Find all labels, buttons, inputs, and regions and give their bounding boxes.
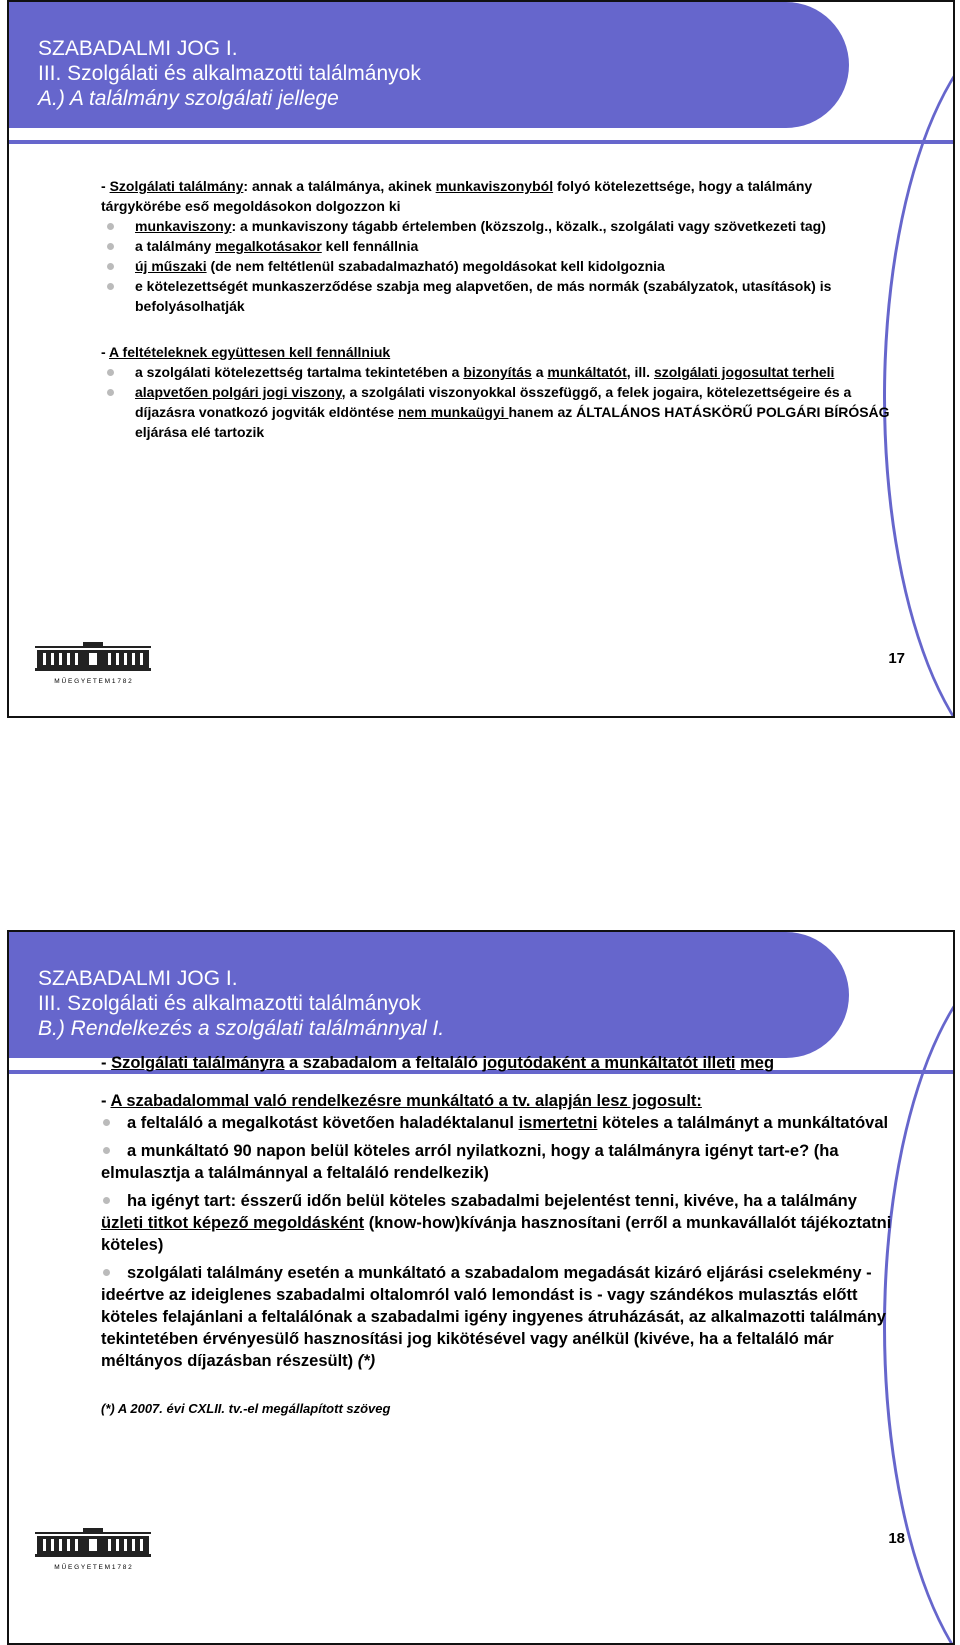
list-item: a találmány megalkotásakor kell fennállnia [101,236,893,256]
title-line-2: III. Szolgálati és alkalmazotti találmányok [38,992,421,1015]
intro-paragraph: - Szolgálati találmányra a szabadalom a feltaláló jogutódaként a munkáltatót illeti meg [101,1054,775,1072]
list-item: a munkáltató 90 napon belül köteles arról nyilatkozni, hogy a találmányra igényt tart-e? (ha elmulasztja a találmánnyal a feltaláló rendelkezik) [101,1142,839,1182]
list-item: új műszaki (de nem feltétlenül szabadalmazható) megoldásokat kell kidolgoznia [101,256,893,276]
bullet-icon [103,1119,110,1126]
title-line-3: B.) Rendelkezés a szolgálati találmánnyal I. [38,1017,445,1040]
bullet-icon [107,243,114,250]
university-logo [33,642,153,686]
bullet-icon [107,369,114,376]
bullet-icon [107,223,114,230]
bullet-icon [103,1269,110,1276]
list-item: ha igényt tart: ésszerű időn belül köteles szabadalmi bejelentést tenni, kivéve, ha a találmány üzleti titkot képező megoldásként (know-how)kívánja hasznosítani (erről a munkavállalót tájékoztatni köteles) [101,1192,892,1254]
university-logo [33,1528,153,1572]
bullet-icon [103,1147,110,1154]
page-number: 17 [888,650,905,667]
slide-content [101,176,893,442]
bullet-icon [107,263,114,270]
bullet-icon [103,1197,110,1204]
logo-text: M Ű E G Y E T E M 1 7 8 2 [54,1564,132,1571]
list-item: a feltaláló a megalkotást követően haladéktalanul ismertetni köteles a találmányt a munkáltatóval [101,1112,893,1134]
list-item: alapvetően polgári jogi viszony, a szolgálati viszonyokkal összefüggő, a felek jogaira, kötelezettségeire és a díjazásra vonatkozó jogviták eldöntése nem munkaügyi hanem az ÁLTALÁNOS HATÁSKÖRŰ POLGÁRI BÍRÓSÁG eljárása elé tartozik [101,382,893,442]
decor-arc [883,17,955,718]
definition-paragraph: - Szolgálati találmány: annak a találmánya, akinek munkaviszonyból folyó kötelezettsége, hogy a találmány tárgykörébe eső megoldásokon dolgozzon ki [101,178,813,214]
disposal-paragraph: - A szabadalommal való rendelkezésre munkáltató a tv. alapján lesz jogosult: [101,1092,702,1110]
slide-title [38,36,421,111]
title-line-1: SZABADALMI JOG I. [38,37,238,60]
list-item: munkaviszony: a munkaviszony tágabb értelemben (közszolg., közalk., szolgálati vagy szövetkezeti tag) [101,216,893,236]
list-item: a szolgálati kötelezettség tartalma tekintetében a bizonyítás a munkáltatót, ill. szolgálati jogosultat terheli [101,362,893,382]
title-line-1: SZABADALMI JOG I. [38,967,238,990]
bullet-icon [107,283,114,290]
title-line-3: A.) A találmány szolgálati jellege [38,87,339,110]
page-number: 18 [888,1530,905,1547]
slide-title [38,966,444,1041]
logo-text: M Ű E G Y E T E M 1 7 8 2 [54,678,132,685]
footnote: (*) A 2007. évi CXLII. tv.-el megállapított szöveg [101,1401,391,1416]
conditions-paragraph: - A feltételeknek együttesen kell fennállniuk [101,344,391,360]
slide-content [101,1052,893,1420]
banner-rule [9,140,955,144]
title-line-2: III. Szolgálati és alkalmazotti találmányok [38,62,421,85]
slide-17 [7,0,955,718]
bullet-icon [107,389,114,396]
slide-18 [7,930,955,1645]
list-item: szolgálati találmány esetén a munkáltató a szabadalom megadását kizáró eljárási cselekmény - ideértve az ideiglenes szabadalmi oltalomról való lemondást is - vagy szándékos mulasztás előtt köteles felajánlani a feltalálónak a szabadalmi igény ingyenes átruházását, az alkalmazotti találmány tekintetében érvényesülő hasznosítási jog kikötésével vagy anélkül (kivéve, ha a feltaláló már méltányos díjazásban részesült) (*) [101,1264,886,1370]
list-item: e kötelezettségét munkaszerződése szabja meg alapvetően, de más normák (szabályzatok, utasítások) is befolyásolhatják [101,276,893,316]
